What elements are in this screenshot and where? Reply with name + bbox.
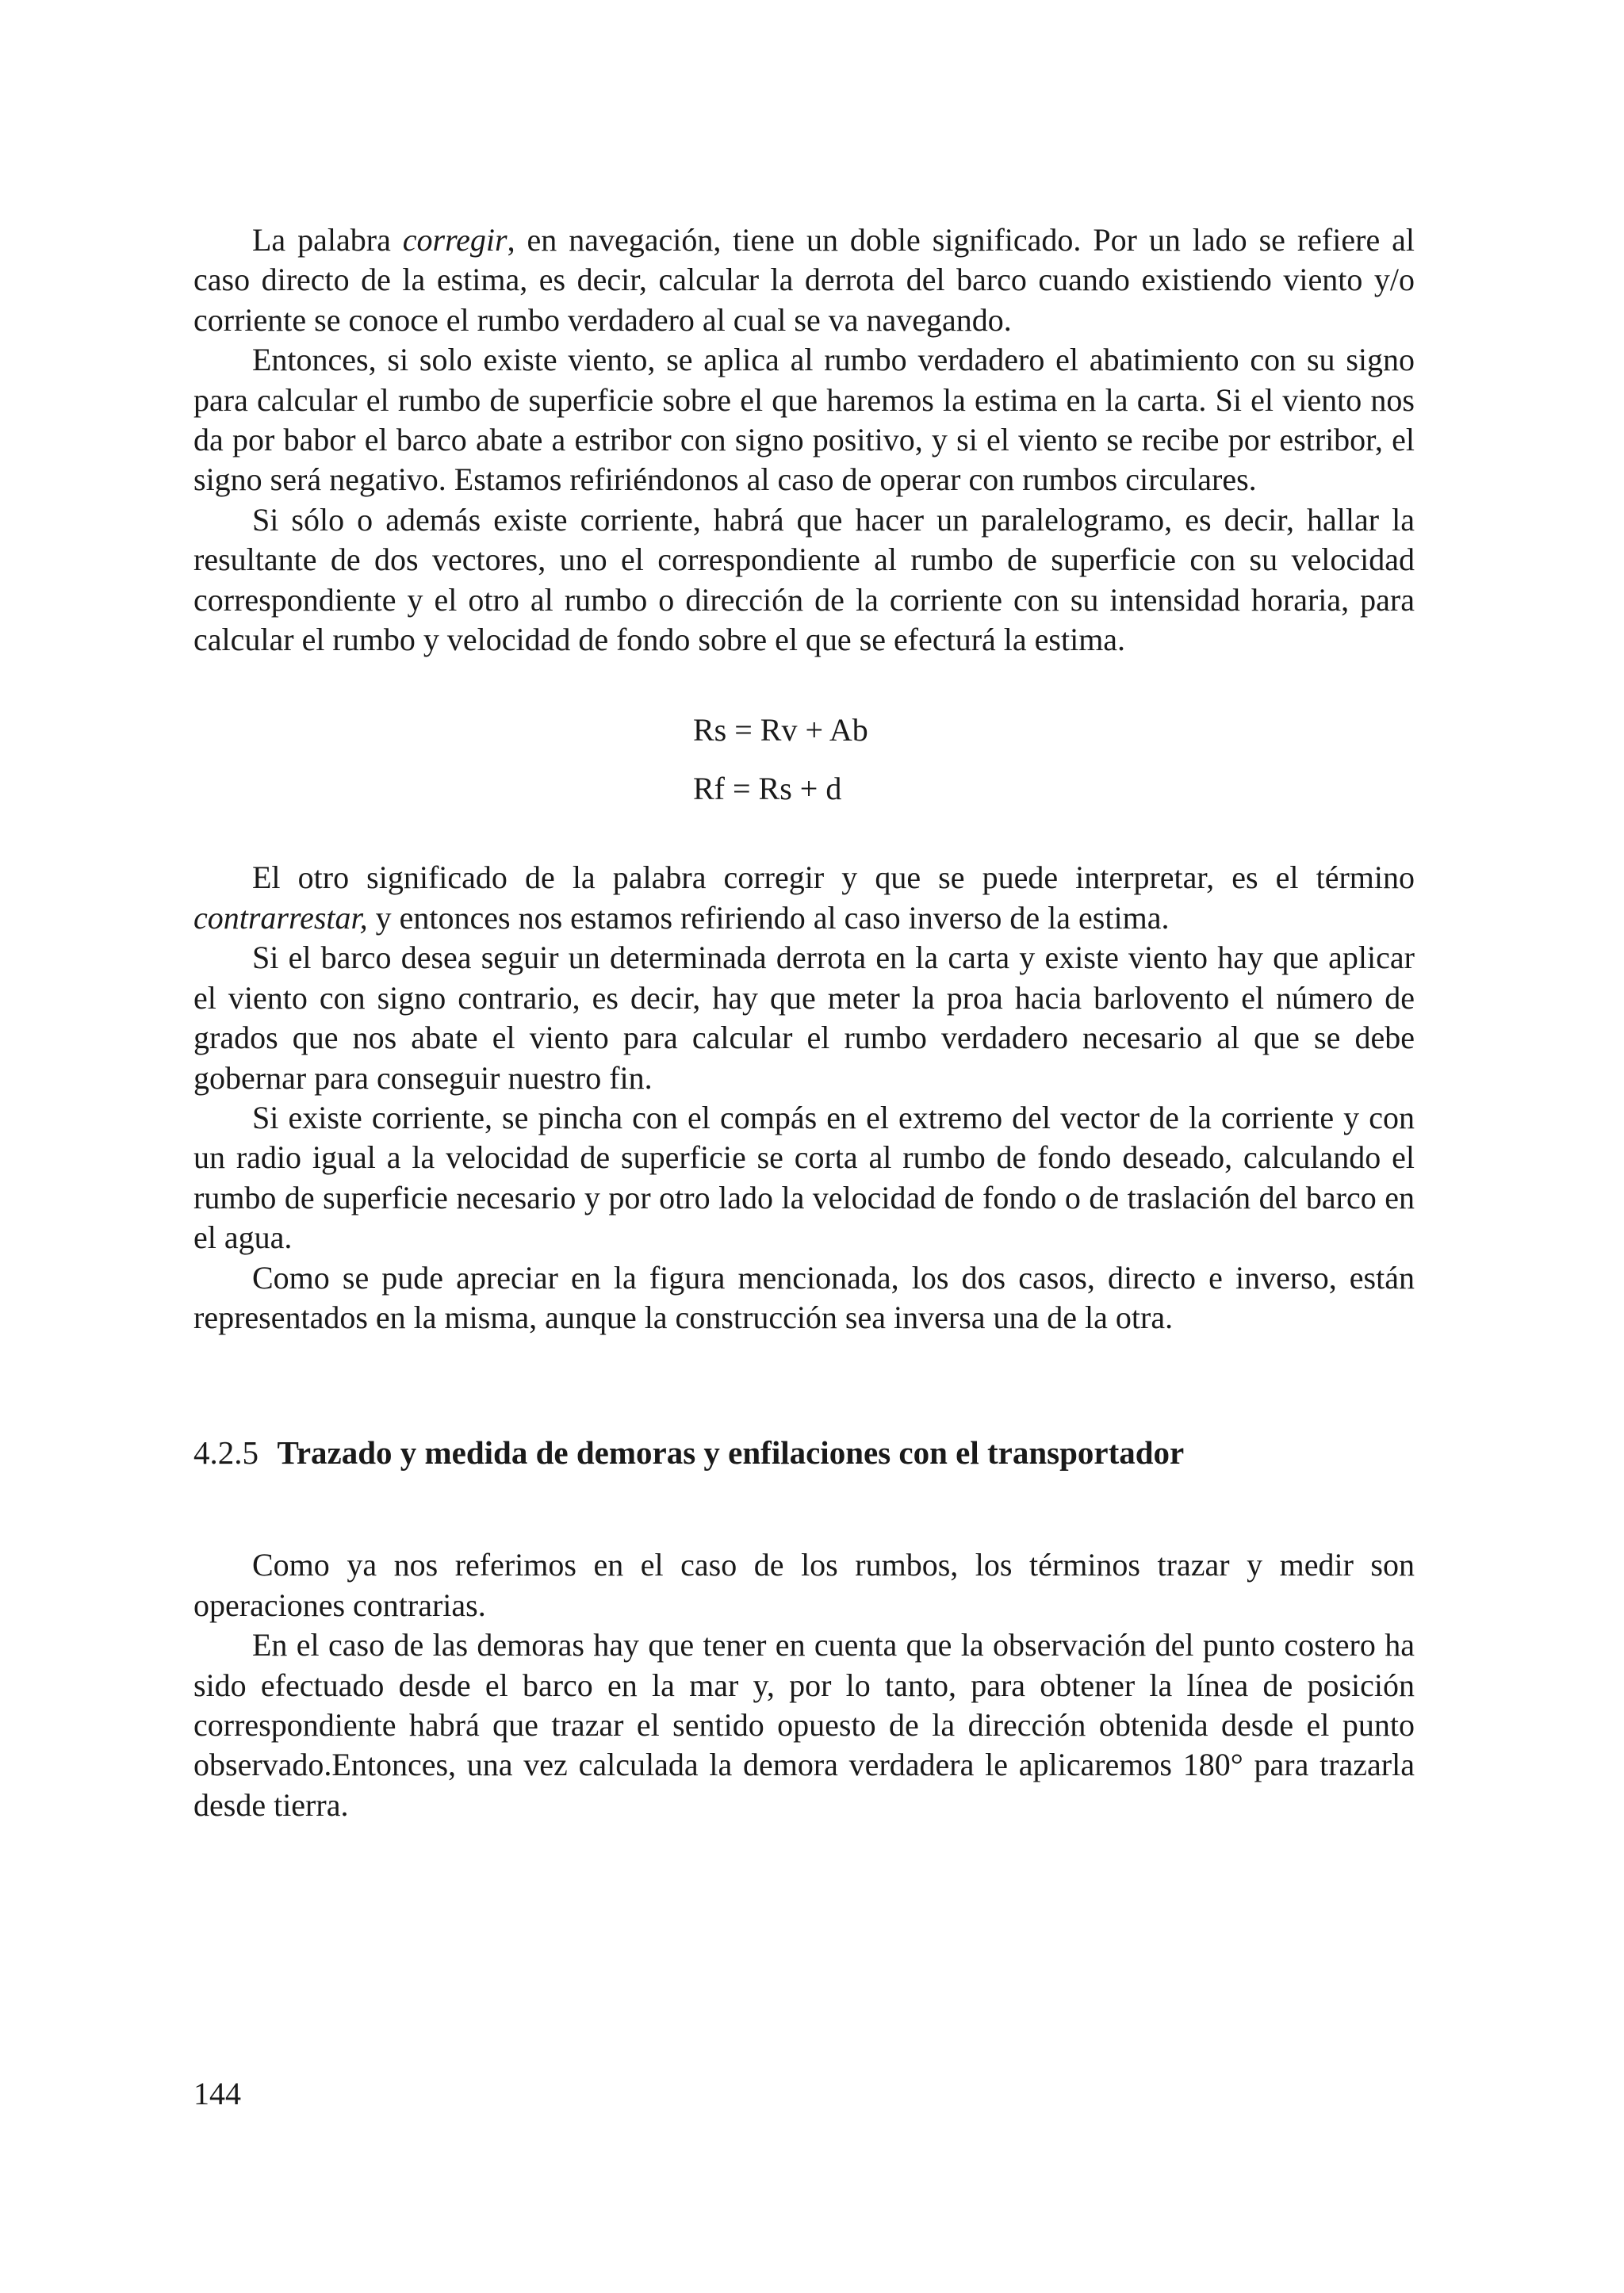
section-number: 4.2.5 bbox=[193, 1434, 259, 1472]
paragraph-viento: Entonces, si solo existe viento, se aplica al rumbo verdadero el abatimiento con su signo para calcular el rumbo de superficie sobre el que haremos la estima en la carta. Si el viento nos da por babor el barco abate a estribor con signo positivo, y si el viento se recibe por estribor, el signo será negativo. Estamos refiriéndonos al caso de operar con rumbos circulares. bbox=[193, 342, 1415, 498]
paragraph-text: , en navegación, tiene un doble significado. Por un lado se refiere al caso directo de la estima, es decir, calcular la derrota del barco cuando existiendo viento y/o corriente se conoce el rumbo verdadero al cual se va navegando. bbox=[193, 222, 1415, 338]
paragraph-trazar-medir: Como ya nos referimos en el caso de los rumbos, los términos trazar y medir son operaciones contrarias. bbox=[193, 1547, 1415, 1623]
paragraph-demoras: En el caso de las demoras hay que tener en cuenta que la observación del punto costero ha sido efectuado desde el barco en la mar y, por lo tanto, para obtener la línea de posición correspondiente habrá que trazar el sentido opuesto de la dirección obtenida desde el punto observado.Entonces, una vez calculada la demora verdadera le aplicaremos 180° para trazarla desde tierra. bbox=[193, 1627, 1415, 1823]
paragraph-corregir-intro bbox=[193, 220, 1415, 340]
paragraph-figura: Como se pude apreciar en la figura mencionada, los dos casos, directo e inverso, están representados en la misma, aunque la construcción sea inversa una de la otra. bbox=[193, 1259, 1415, 1335]
paragraph-text: La palabra bbox=[252, 222, 403, 258]
body-text bbox=[193, 220, 1415, 1825]
paragraph-corriente: Si sólo o además existe corriente, habrá que hacer un paralelogramo, es decir, hallar la resultante de dos vectores, uno el correspondiente al rumbo de superficie con su velocidad correspondiente y el otro al rumbo o dirección de la corriente con su intensidad horaria, para calcular el rumbo y velocidad de fondo sobre el que se efecturá la estima. bbox=[193, 501, 1415, 658]
paragraph-text: El otro significado de la palabra corregir y que se puede interpretar, es el término bbox=[252, 859, 1415, 896]
formula-rumbo-superficie: Rs = Rv + Ab bbox=[693, 712, 868, 748]
page-number: 144 bbox=[193, 2076, 241, 2111]
paragraph-derrota-viento: Si el barco desea seguir un determinada derrota en la carta y existe viento hay que aplicar el viento con signo contrario, es decir, hay que meter la proa hacia barlovento el número de grados que nos abate el viento para calcular el rumbo verdadero necesario al que se debe gobernar para conseguir nuestro fin. bbox=[193, 940, 1415, 1096]
formula-block bbox=[193, 701, 1415, 818]
section-heading bbox=[193, 1433, 1415, 1472]
emphasis-contrarrestar: contrarrestar, bbox=[193, 899, 368, 936]
section-title: Trazado y medida de demoras y enfilaciones con el transportador bbox=[277, 1434, 1185, 1472]
paragraph-text: y entonces nos estamos refiriendo al caso inverso de la estima. bbox=[367, 899, 1170, 936]
formula-rumbo-fondo: Rf = Rs + d bbox=[693, 771, 842, 807]
paragraph-compas: Si existe corriente, se pincha con el compás en el extremo del vector de la corriente y con un radio igual a la velocidad de superficie se corta al rumbo de fondo deseado, calculando el rumbo de superficie necesario y por otro lado la velocidad de fondo o de traslación del barco en el agua. bbox=[193, 1099, 1415, 1256]
emphasis-corregir: corregir bbox=[402, 222, 508, 258]
paragraph-contrarrestar bbox=[193, 858, 1415, 938]
